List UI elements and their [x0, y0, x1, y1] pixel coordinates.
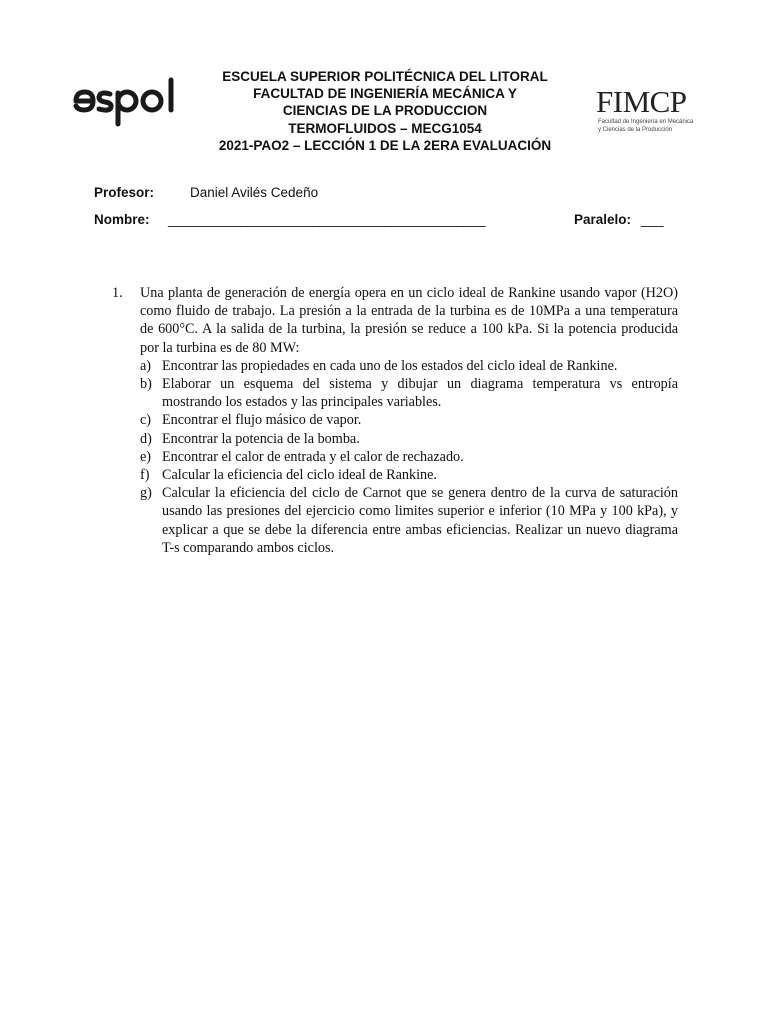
item-text: Calcular la eficiencia del ciclo ideal de Rankine. — [162, 467, 437, 484]
nombre-line: ____________________________________________ — [168, 212, 486, 227]
paralelo-label: Paralelo: — [574, 212, 632, 227]
document-header — [170, 68, 600, 154]
item-text: Encontrar el calor de entrada y el calor de rechazado. — [162, 448, 464, 465]
question-block — [112, 284, 678, 557]
fimcp-logo — [596, 86, 714, 142]
item-label: a) — [140, 357, 152, 374]
fimcp-logo-subtitle-2: y Ciencias de la Producción — [598, 127, 673, 133]
list-item — [140, 430, 678, 448]
header-exam: 2021-PAO2 – LECCIÓN 1 DE LA 2ERA EVALUACIÓN — [218, 137, 552, 153]
header-course: TERMOFLUIDOS – MECG1054 — [288, 120, 482, 136]
question-number: 1. — [112, 285, 123, 301]
item-text: Encontrar la potencia de la bomba. — [162, 430, 360, 447]
nombre-label: Nombre: — [94, 212, 150, 227]
item-label: e) — [140, 448, 152, 465]
list-item — [140, 448, 678, 466]
list-item — [140, 357, 678, 375]
item-label: b) — [140, 376, 152, 393]
fimcp-logo-subtitle-1: Facultad de Ingeniería en Mecánica — [598, 119, 694, 125]
list-item — [140, 466, 678, 484]
header-faculty: FACULTAD DE INGENIERÍA MECÁNICA Y — [253, 86, 517, 102]
paralelo-line: ___ — [641, 212, 664, 227]
list-item — [140, 411, 678, 429]
item-text: Encontrar el flujo másico de vapor. — [162, 412, 362, 429]
header-faculty-cont: CIENCIAS DE LA PRODUCCION — [282, 103, 488, 119]
item-text: Encontrar las propiedades en cada uno de los estados del ciclo ideal de Rankine. — [162, 357, 618, 374]
item-label: d) — [140, 430, 152, 447]
profesor-value: Daniel Avilés Cedeño — [190, 185, 319, 200]
item-label: g) — [140, 485, 152, 502]
list-item — [140, 484, 678, 557]
header-institution: ESCUELA SUPERIOR POLITÉCNICA DEL LITORAL — [222, 69, 548, 84]
fimcp-logo-text: FIMCP — [596, 84, 687, 119]
question-row — [112, 284, 678, 357]
item-label: f) — [140, 467, 150, 484]
profesor-label: Profesor: — [94, 185, 155, 200]
item-text: Elaborar un esquema del sistema y dibujar un diagrama temperatura vs entropía mostrando los estados y las principales variables. — [162, 376, 678, 411]
item-label: c) — [140, 412, 152, 429]
item-text: Calcular la eficiencia del ciclo de Carnot que se genera dentro de la curva de saturación usando las presiones del ejercicio como limites superior e inferior (10 MPa y 100 kPa), y explicar a que se debe la diferencia entre ambas eficiencias. Realizar un nuevo diagrama T-s comparando ambos ciclos. — [162, 485, 678, 556]
question-items — [140, 357, 678, 557]
list-item — [140, 375, 678, 411]
question-text: Una planta de generación de energía opera en un ciclo ideal de Rankine usando vapor (H2O) como fluido de trabajo. La presión a la entrada de la turbina es de 10MPa a una temperatura de 600°C. A la salida de la turbina, la presión se reduce a 100 kPa. Si la potencia producida por la turbina es de 80 MW: — [140, 285, 678, 356]
